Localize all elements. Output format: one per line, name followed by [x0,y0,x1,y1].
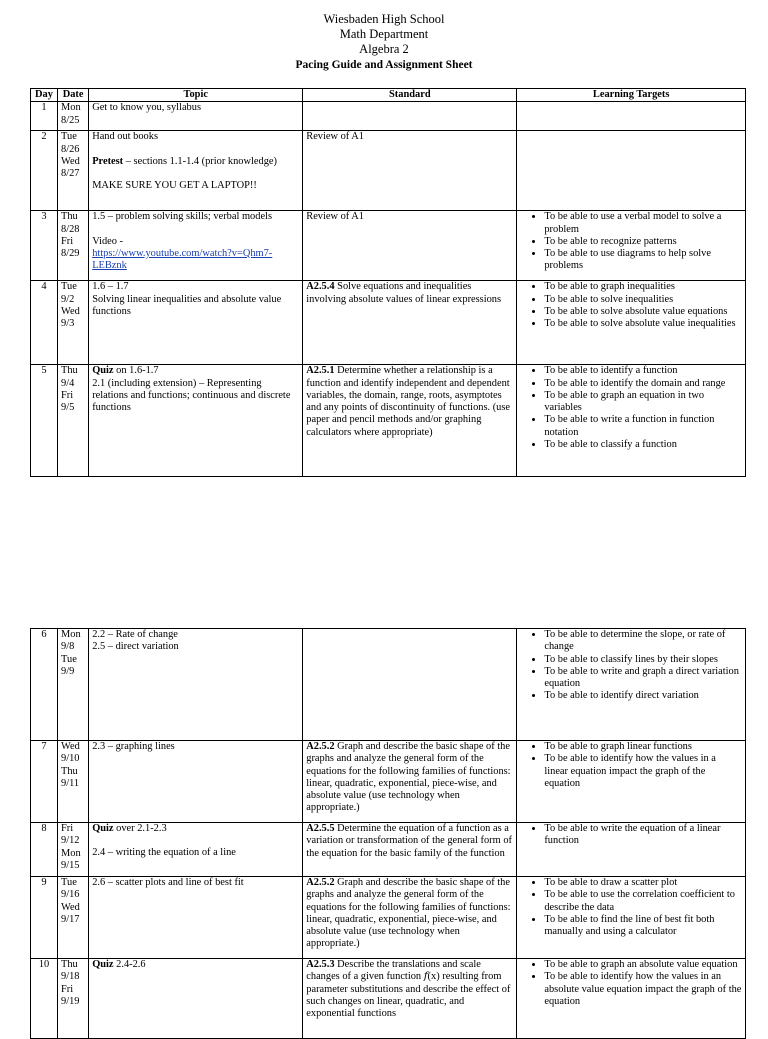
table-row [31,877,746,959]
list-item: • To be able to classify a function [544,439,742,451]
date-cell [58,959,89,1039]
standard-cell [303,741,517,823]
list-item: • To be able to graph an equation in two variables [544,390,742,415]
standard-code: A2.5.4 [306,281,335,293]
header-day: Day [31,89,58,102]
school-name: Wiesbaden High School [323,12,445,26]
standard-text: Review of A1 [306,131,364,143]
date-line: 9/18 [61,971,80,983]
standard-code: A2.5.2 [306,741,335,752]
topic-text: 2.1 (including extension) – Representing relations and functions; continuous and discrete functions [92,377,291,414]
standard-cell [303,365,517,477]
topic-rest: on 1.6-1.7 [113,365,159,377]
targets-cell [517,211,746,281]
topic-cell [89,959,303,1039]
video-link[interactable]: https://www.youtube.com/watch?v=Qhm7-LEBznk [92,247,273,272]
list-item: • To be able to use a verbal model to solve a problem [544,211,742,236]
table-row [31,281,746,365]
topic-text [92,156,299,168]
date-line: Tue [61,131,77,143]
list-item: • To be able to graph linear functions [544,741,742,753]
standard-text: Review of A1 [306,211,364,223]
day-cell: 2 [31,131,58,211]
targets-cell [517,823,746,877]
table-row [31,823,746,877]
date-cell [58,211,89,281]
targets-cell [517,629,746,741]
standard-cell [303,629,517,741]
targets-list [520,877,742,938]
list-item: • To be able to classify lines by their slopes [544,654,742,666]
header-topic: Topic [89,89,303,102]
spacer [92,835,299,847]
topic-cell [89,629,303,741]
date-line: 8/26 [61,143,80,155]
topic-text: Get to know you, syllabus [92,102,201,114]
date-cell [58,823,89,877]
table-row [31,959,746,1039]
date-line: Wed [61,901,80,913]
header-date: Date [58,89,89,102]
topic-text: 1.6 – 1.7 [92,281,129,293]
day-cell: 4 [31,281,58,365]
header-standard: Standard [303,89,517,102]
date-line: 9/5 [61,402,75,414]
date-line: Mon [61,102,81,114]
topic-text [92,823,299,835]
standard-cell [303,281,517,365]
date-cell [58,877,89,959]
day-cell: 9 [31,877,58,959]
date-line: Tue [61,877,77,888]
topic-text: 1.5 – problem solving skills; verbal models [92,211,272,223]
table-row [31,741,746,823]
date-cell [58,102,89,131]
targets-cell [517,365,746,477]
topic-bold: Quiz [92,823,114,834]
targets-list [520,959,742,1008]
topic-text [92,959,299,971]
day-cell: 6 [31,629,58,741]
date-line: 9/19 [61,995,80,1007]
list-item: • To be able to graph an absolute value equation [544,959,742,971]
date-line: 9/9 [61,665,75,677]
standard-text: Determine whether a relationship is a function and identify independent and dependent variables, the domain, range, roots, asymptotes and any points of discontinuity of functions. (use paper and pencil methods and/or graphing calculators where appropriate) [306,365,511,438]
topic-rest: over 2.1-2.3 [113,823,167,834]
date-line: 8/28 [61,223,80,235]
date-line: Wed [61,305,80,317]
standard-code: A2.5.5 [306,823,335,834]
table-row [31,629,746,741]
topic-text: 2.3 – graphing lines [92,741,175,752]
targets-list [520,823,742,848]
date-line: 8/25 [61,114,80,126]
targets-cell [517,877,746,959]
topic-cell [89,877,303,959]
standard-text: Determine the equation of a function as a variation or transformation of the general form of the equation for the basic family of the function [306,823,512,859]
list-item: • To be able to identify how the values in a linear equation impact the graph of the equation [544,753,742,790]
day-cell: 8 [31,823,58,877]
targets-list [520,741,742,790]
list-item: • To be able to recognize patterns [544,236,742,248]
topic-cell [89,102,303,131]
standard-text: Solve equations and inequalities involving absolute values of linear expressions [306,281,502,305]
standard-cell [303,131,517,211]
targets-list [520,365,742,451]
date-line: Wed [61,741,80,752]
day-cell: 10 [31,959,58,1039]
targets-cell [517,131,746,211]
standard-cell [303,959,517,1039]
date-line: 9/17 [61,913,80,925]
topic-cell [89,365,303,477]
table-row [31,131,746,211]
targets-cell [517,959,746,1039]
topic-rest: 2.4-2.6 [113,959,146,970]
topic-cell [89,823,303,877]
date-line: 8/27 [61,168,80,180]
topic-text: Hand out books [92,131,158,143]
date-line: 9/10 [61,753,80,765]
department-name: Math Department [339,27,429,41]
topic-text [92,365,299,377]
date-line: Tue [61,281,77,293]
day-cell: 3 [31,211,58,281]
date-cell [58,281,89,365]
topic-cell [89,281,303,365]
list-item: • To be able to write a function in function notation [544,414,742,439]
course-name: Algebra 2 [359,42,409,56]
topic-text: 2.6 – scatter plots and line of best fit [92,877,244,888]
date-line: Fri [61,823,74,834]
date-line: 9/2 [61,293,75,305]
date-line: 9/4 [61,377,75,389]
day-cell: 7 [31,741,58,823]
spacer [92,168,299,180]
topic-text: Solving linear inequalities and absolute value functions [92,293,282,317]
date-line: Thu [61,765,78,777]
standard-cell [303,877,517,959]
date-line: 9/11 [61,777,80,789]
targets-list [520,211,742,272]
day-cell: 1 [31,102,58,131]
spacer [92,224,299,236]
list-item: • To be able to use diagrams to help solve problems [544,248,742,273]
list-item: • To be able to graph inequalities [544,281,742,293]
date-line: 9/8 [61,641,75,653]
date-line: Fri [61,389,74,401]
list-item: • To be able to identify direct variation [544,690,742,702]
standard-text: Graph and describe the basic shape of the graphs and analyze the general form of the equations for the following families of functions: linear, quadratic, exponential, piece-wise, and absolute value (use technology when appropriate.) [306,741,511,814]
list-item: • To be able to identify a function [544,365,742,377]
list-item: • To be able to solve absolute value inequalities [544,318,742,330]
pacing-table-2 [30,628,746,1039]
list-item: • To be able to write the equation of a linear function [544,823,742,848]
header-learning-targets: Learning Targets [517,89,746,102]
topic-bold: Quiz [92,959,114,970]
standard-code: A2.5.2 [306,877,335,888]
date-line: 9/15 [61,859,80,871]
standard-text: Graph and describe the basic shape of the graphs and analyze the general form of the equations for the following families of functions: linear, quadratic, exponential, piece-wise, and absolute value (use technology when appropriate.) [306,877,511,950]
topic-bold: Pretest [92,155,124,167]
table-row [31,102,746,131]
date-line: Fri [61,983,74,995]
standard-code: A2.5.1 [306,365,335,377]
targets-cell [517,741,746,823]
topic-cell [89,741,303,823]
date-line: Thu [61,365,78,377]
topic-text: Video - [92,235,124,247]
date-line: 9/16 [61,889,80,901]
standard-text: Describe the translations and scale changes of a given function 𝑓(x) resulting from parameter substitutions and describe the effect of such changes on linear, quadratic, and exponential functions [306,959,511,1020]
date-line: Mon [61,629,81,640]
table-row [31,211,746,281]
standard-cell [303,823,517,877]
list-item: • To be able to find the line of best fit both manually and using a calculator [544,914,742,939]
date-line: Fri [61,235,74,247]
document-header [0,12,768,73]
date-line: Tue [61,653,77,665]
date-line: Mon [61,847,81,859]
list-item: • To be able to use the correlation coefficient to describe the data [544,889,742,914]
document-subtitle: Pacing Guide and Assignment Sheet [295,59,473,71]
pacing-table-1 [30,88,746,477]
list-item: • To be able to identify the domain and range [544,378,742,390]
standard-cell [303,102,517,131]
targets-list [520,629,742,703]
table-header-row [31,89,746,102]
table-row [31,365,746,477]
standard-code: A2.5.3 [306,959,335,970]
list-item: • To be able to determine the slope, or rate of change [544,629,742,654]
list-item: • To be able to solve absolute value equations [544,306,742,318]
day-cell: 5 [31,365,58,477]
topic-rest: – sections 1.1-1.4 (prior knowledge) [123,155,277,167]
topic-text: 2.2 – Rate of change [92,629,178,640]
list-item: • To be able to draw a scatter plot [544,877,742,889]
topic-cell [89,131,303,211]
date-line: Wed [61,155,80,167]
date-line: 9/12 [61,835,80,847]
date-cell [58,365,89,477]
targets-list [520,281,742,330]
topic-text: MAKE SURE YOU GET A LAPTOP!! [92,179,257,191]
spacer [92,144,299,156]
topic-text: 2.5 – direct variation [92,641,179,653]
date-line: Thu [61,211,78,223]
targets-cell [517,281,746,365]
list-item: • To be able to write and graph a direct variation equation [544,666,742,691]
date-cell [58,131,89,211]
targets-cell [517,102,746,131]
date-line: 9/3 [61,318,75,330]
list-item: • To be able to solve inequalities [544,294,742,306]
standard-cell [303,211,517,281]
date-line: 8/29 [61,248,80,260]
date-cell [58,629,89,741]
topic-text: 2.4 – writing the equation of a line [92,847,236,859]
date-line: Thu [61,959,78,970]
date-cell [58,741,89,823]
list-item: • To be able to identify how the values in an absolute value equation impact the graph of the equation [544,971,742,1008]
topic-bold: Quiz [92,365,114,377]
topic-cell [89,211,303,281]
